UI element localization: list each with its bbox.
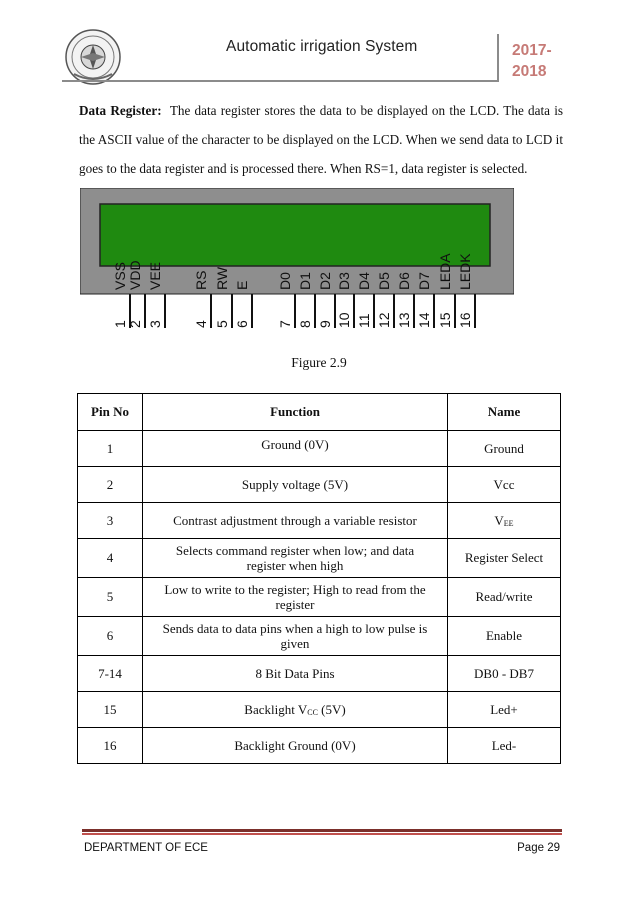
- name-cell: Enable: [448, 617, 561, 656]
- function-tail: (5V): [317, 701, 346, 717]
- name-cell: [448, 503, 561, 539]
- pin-number: 10: [336, 312, 352, 328]
- pin-number: 16: [457, 312, 473, 328]
- function-cell: [143, 578, 448, 617]
- pin-number: 11: [356, 313, 372, 328]
- table-row: [78, 728, 561, 764]
- table-row: [78, 467, 561, 503]
- paragraph-lead: Data Register:: [79, 103, 162, 118]
- pin-cell: 7-14: [78, 656, 143, 692]
- pin-number: 4: [193, 320, 209, 328]
- figure-caption: Figure 2.9: [291, 355, 347, 370]
- table-row: [78, 692, 561, 728]
- table-row: [78, 617, 561, 656]
- function-line2: register: [275, 597, 315, 612]
- pin-cell: 15: [78, 692, 143, 728]
- function-cell: Supply voltage (5V): [143, 467, 448, 503]
- col-header-pin: Pin No: [78, 394, 143, 431]
- pin-number: 5: [214, 320, 230, 328]
- pin-cell: 1: [78, 431, 143, 467]
- header-year: [512, 40, 552, 82]
- header-year-line2: 2018: [512, 63, 547, 80]
- pin-label: VSS: [112, 261, 128, 290]
- header-title: Automatic irrigation System: [226, 38, 418, 55]
- pin-cell: 3: [78, 503, 143, 539]
- name-subscript: EE: [503, 518, 514, 528]
- pin-number: 15: [437, 312, 453, 328]
- name-cell: Register Select: [448, 539, 561, 578]
- footer-rule-light: [82, 833, 562, 835]
- pin-label: D5: [376, 272, 392, 290]
- function-cell: 8 Bit Data Pins: [143, 656, 448, 692]
- pin-cell: 16: [78, 728, 143, 764]
- pin-number: 9: [317, 320, 333, 328]
- data-register-paragraph: [79, 96, 563, 183]
- pin-cell: 5: [78, 578, 143, 617]
- function-cell: [143, 539, 448, 578]
- pin-label: LEDA: [437, 253, 453, 290]
- pin-cell: 2: [78, 467, 143, 503]
- pin-label: RS: [193, 270, 209, 290]
- pin-cell: 4: [78, 539, 143, 578]
- table-row: [78, 539, 561, 578]
- name-cell: Vcc: [448, 467, 561, 503]
- pin-label: D2: [317, 272, 333, 290]
- header-year-line1: 2017-: [512, 42, 552, 59]
- footer-department: DEPARTMENT OF ECE: [84, 842, 208, 854]
- lcd-screen: [100, 204, 490, 266]
- function-cell: Backlight Ground (0V): [143, 728, 448, 764]
- function-line2: register when high: [246, 558, 344, 573]
- pin-label: VDD: [127, 260, 143, 290]
- function-line1: Sends data to data pins when a high to low pulse is: [162, 621, 428, 636]
- col-header-name: Name: [448, 394, 561, 431]
- col-header-function: Function: [143, 394, 448, 431]
- function-cell: Contrast adjustment through a variable resistor: [143, 503, 448, 539]
- paragraph-text: The data register stores the data to be displayed on the LCD. The data is the ASCII value of the character to be displayed on the LCD. When we send data to LCD it goes to the data register and is processed there. When RS=1, data register is selected.: [79, 103, 564, 176]
- lcd-pin-table: [77, 393, 561, 764]
- pin-label: D3: [336, 272, 352, 290]
- pin-label: VEE: [147, 261, 163, 290]
- function-line2: given: [280, 636, 310, 651]
- function-cell: [143, 431, 448, 467]
- header-divider: [497, 34, 499, 82]
- function-text: Ground (0V): [261, 437, 329, 452]
- name-cell: Ground: [448, 431, 561, 467]
- pin-label: D0: [277, 272, 293, 290]
- name-cell: Led-: [448, 728, 561, 764]
- pin-number: 8: [297, 320, 313, 328]
- header-rule: [62, 80, 498, 82]
- pin-number: 1: [112, 320, 128, 328]
- name-cell: Led+: [448, 692, 561, 728]
- pin-number: 6: [234, 320, 250, 328]
- function-line1: Low to write to the register; High to read from the: [164, 582, 426, 597]
- name-text: V: [494, 512, 504, 528]
- table-row: [78, 578, 561, 617]
- table-row: [78, 503, 561, 539]
- pin-number: 2: [127, 320, 143, 328]
- pin-number: 3: [147, 320, 163, 328]
- pin-label: D1: [297, 272, 313, 290]
- pin-label: D6: [396, 272, 412, 290]
- pin-label: E: [234, 280, 250, 290]
- pin-label: D4: [356, 272, 372, 290]
- function-text: Backlight V: [244, 701, 308, 717]
- college-logo: [64, 28, 122, 86]
- footer-rule-dark: [82, 829, 562, 832]
- lcd-pinout-figure: [80, 188, 514, 340]
- name-cell: Read/write: [448, 578, 561, 617]
- table-row: [78, 656, 561, 692]
- pin-label: LEDK: [457, 253, 473, 290]
- function-cell: [143, 617, 448, 656]
- footer-page-number: Page 29: [517, 842, 560, 854]
- pin-number: 12: [376, 312, 392, 328]
- function-subscript: CC: [307, 707, 318, 717]
- pin-label: D7: [416, 272, 432, 290]
- function-line1: Selects command register when low; and data: [175, 543, 415, 558]
- pin-number: 14: [416, 312, 432, 328]
- function-cell: [143, 692, 448, 728]
- table-header-row: [78, 394, 561, 431]
- pin-number: 13: [396, 312, 412, 328]
- pin-label: RW: [214, 266, 230, 290]
- pin-number: 7: [277, 320, 293, 328]
- name-cell: DB0 - DB7: [448, 656, 561, 692]
- pin-cell: 6: [78, 617, 143, 656]
- table-row: [78, 431, 561, 467]
